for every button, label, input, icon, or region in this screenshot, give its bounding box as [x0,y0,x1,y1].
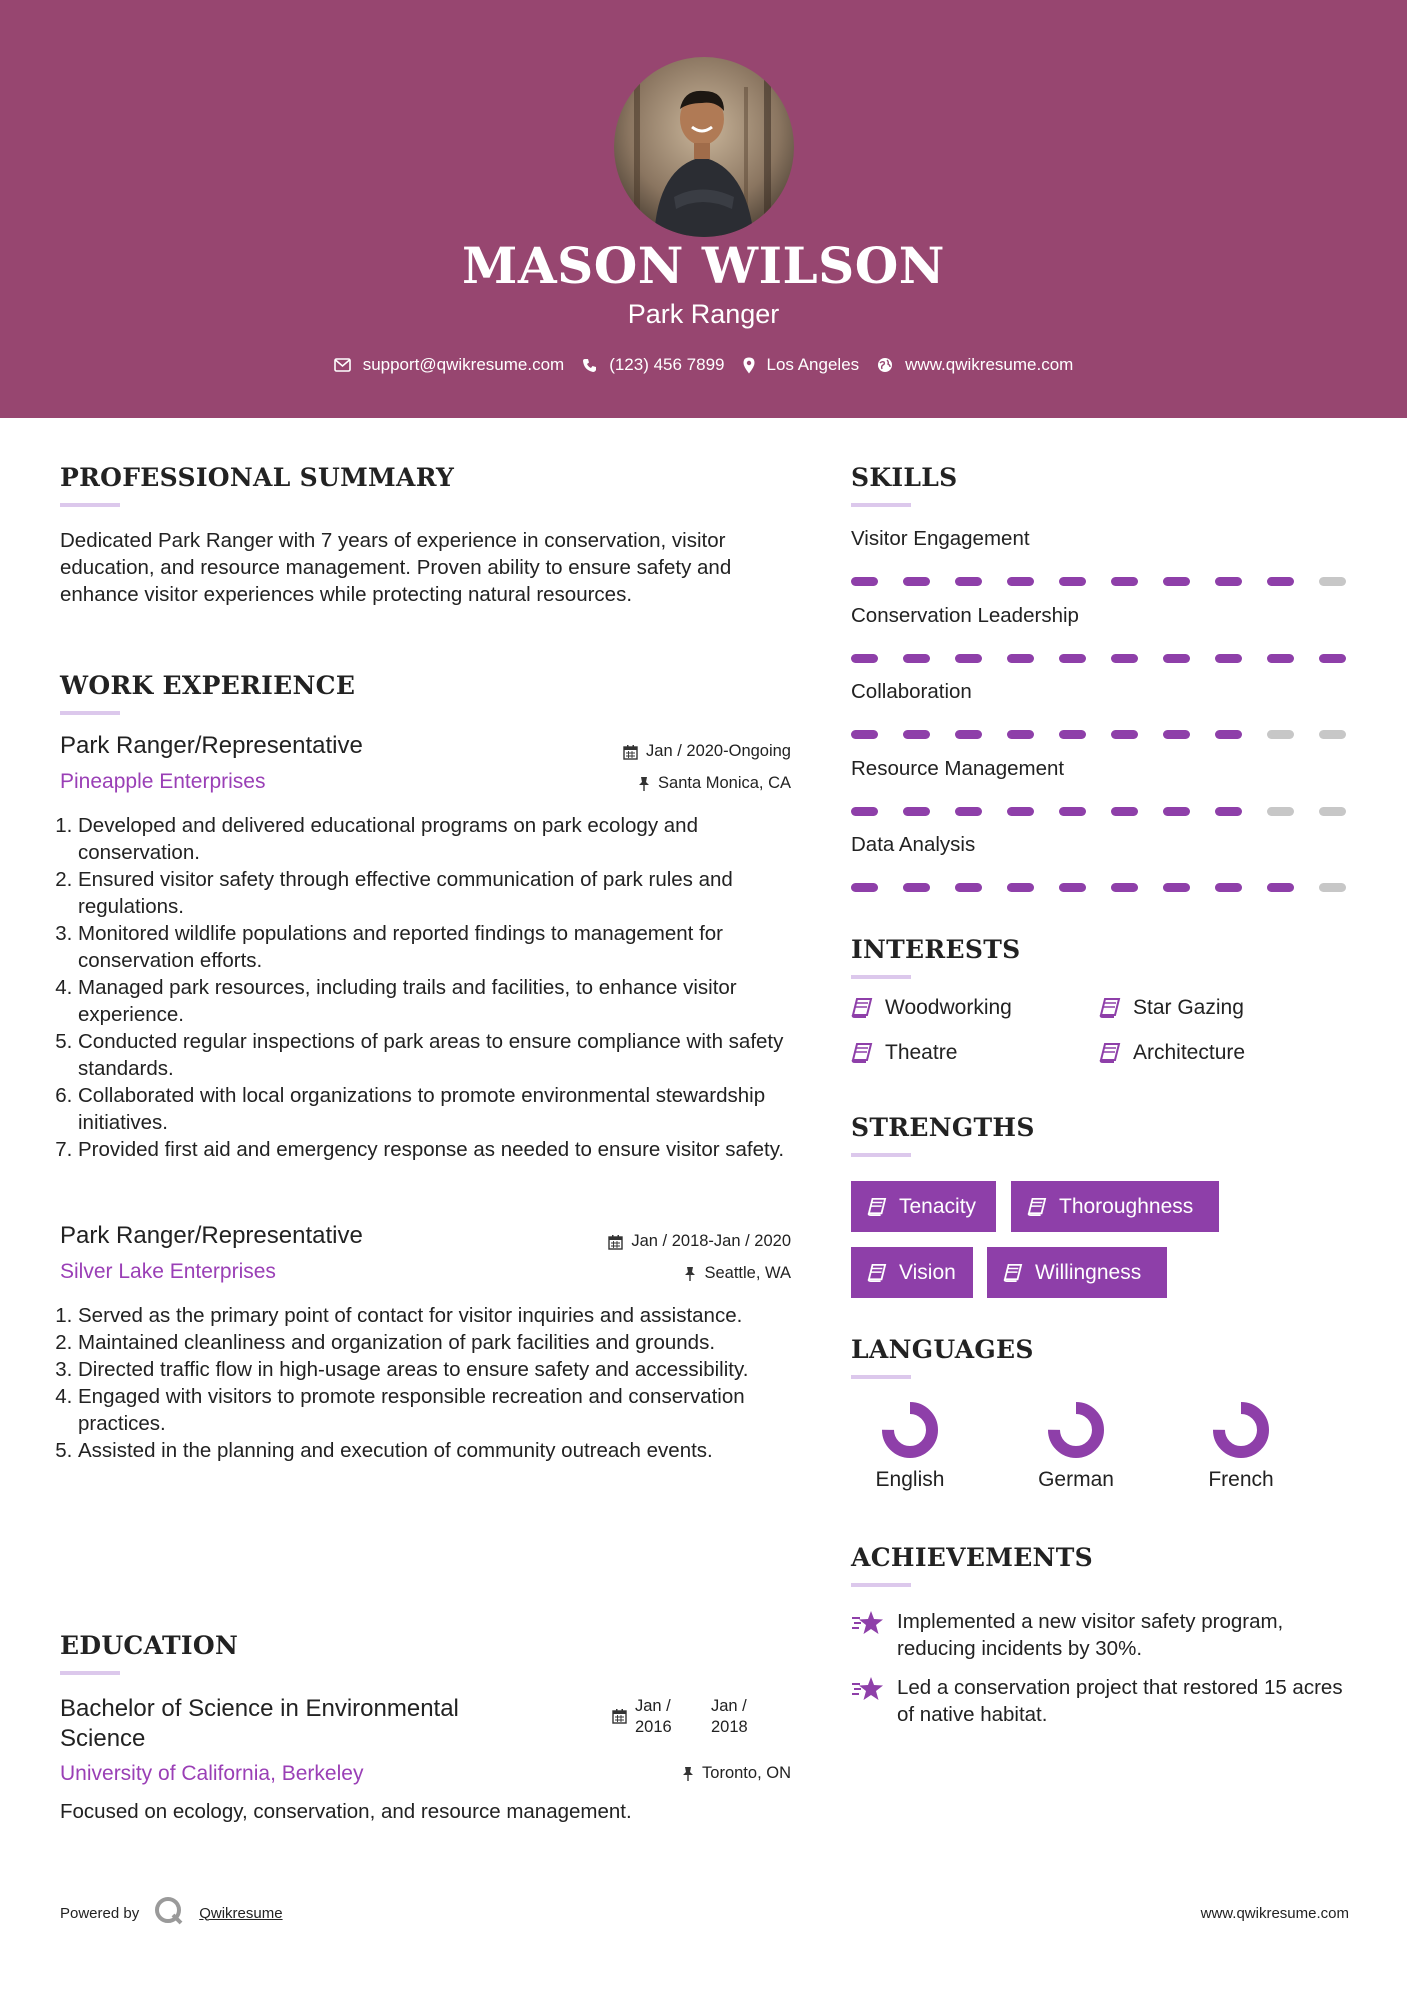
list-item: 2. Maintained cleanliness and organization of park facilities and grounds. [78,1329,798,1356]
skill-rating-dot [903,883,930,892]
skill-rating-dot [955,730,982,739]
list-item: 4. Managed park resources, including trails and facilities, to enhance visitor experience. [78,974,818,1028]
languages-rule [851,1375,911,1379]
skill-rating-dot [1319,730,1346,739]
education-heading: EDUCATION [60,1631,239,1660]
education-location [682,1764,791,1783]
strength-label: Willingness [1035,1260,1142,1284]
achievement-item [851,1608,1361,1662]
skill-rating-dot [955,577,982,586]
map-pin-icon [743,357,755,374]
skill-rating-dot [1215,577,1242,586]
skill-rating-dot [851,730,878,739]
job-title: Park Ranger/Representative [60,732,363,759]
contact-website[interactable] [877,355,1073,375]
star-icon [851,1674,885,1728]
skill-rating-dot [1007,730,1034,739]
language-label: English [875,1468,945,1491]
skill-rating-dot [1215,654,1242,663]
book-icon [851,998,873,1018]
envelope-icon [334,358,351,372]
skill-rating-dot [1215,807,1242,816]
skill-rating-dot [1059,883,1086,892]
skill-rating-dot [1267,577,1294,586]
list-item: 3. Monitored wildlife populations and reported findings to management for conservation efforts. [78,920,818,974]
skill-rating-dot [1267,807,1294,816]
skill-rating [851,883,1346,892]
company-name: Silver Lake Enterprises [60,1260,276,1283]
interest-label: Architecture [1133,1041,1246,1064]
skill-rating-dot [1215,883,1242,892]
language-item [1186,1400,1296,1492]
achievement-item [851,1674,1361,1728]
skill-rating-dot [903,807,930,816]
list-item: 5. Assisted in the planning and execution of community outreach events. [78,1437,798,1464]
skill-rating-dot [1111,654,1138,663]
book-icon [851,1043,873,1063]
qwikresume-logo-icon [153,1895,185,1931]
skill-rating-dot [851,577,878,586]
education-location-text: Toronto, ON [702,1764,791,1782]
skill-rating-dot [1059,730,1086,739]
achievement-text: Implemented a new visitor safety program, reducing incidents by 30%. [897,1610,1284,1660]
strengths-heading: STRENGTHS [851,1113,1035,1142]
interest-item [1099,1041,1245,1065]
list-item: 2. Ensured visitor safety through effective communication of park rules and regulations. [78,866,818,920]
skill-rating-dot [1111,807,1138,816]
job-date [608,1232,791,1251]
skill-rating-dot [1163,883,1190,892]
footer-powered-by [60,1895,283,1931]
contact-location [743,355,860,375]
skill-rating-dot [1111,730,1138,739]
skill-rating-dot [1111,577,1138,586]
contact-location-text: Los Angeles [766,355,860,374]
job-location-text: Seattle, WA [704,1264,791,1282]
book-icon [1003,1264,1023,1282]
skill-rating-dot [851,807,878,816]
skill-rating-dot [1319,883,1346,892]
book-icon [1027,1198,1047,1216]
contact-phone-text: (123) 456 7899 [609,355,725,374]
job-date [623,742,791,761]
strength-tag [987,1247,1167,1298]
powered-by-label: Powered by [60,1904,140,1922]
skill-rating-dot [955,654,982,663]
interest-label: Theatre [885,1041,958,1064]
language-label: French [1208,1468,1274,1491]
language-label: German [1038,1468,1114,1491]
job-duties-list [54,812,818,1163]
skill-rating-dot [851,654,878,663]
book-icon [1099,998,1121,1018]
skill-name: Visitor Engagement [851,527,1030,550]
skill-name: Conservation Leadership [851,603,1079,627]
skill-rating-dot [955,807,982,816]
achievements-rule [851,1583,911,1587]
interest-item [851,1041,957,1065]
skill-rating [851,730,1346,739]
job-duties-list [54,1302,798,1464]
skill-rating-dot [1319,807,1346,816]
list-item: 3. Directed traffic flow in high-usage areas to ensure safety and accessibility. [78,1356,798,1383]
job-date-text: Jan / 2018-Jan / 2020 [631,1232,791,1250]
skills-rule [851,503,911,507]
achievement-text: Led a conservation project that restored 15 acres of native habitat. [897,1676,1343,1726]
experience-heading: WORK EXPERIENCE [60,671,356,700]
skill-rating-dot [1007,577,1034,586]
skill-rating-dot [1007,883,1034,892]
strength-label: Tenacity [899,1194,977,1218]
contact-email[interactable] [334,355,565,375]
summary-heading: PROFESSIONAL SUMMARY [60,463,455,492]
skill-name: Data Analysis [851,833,976,856]
strength-tag [851,1181,996,1232]
calendar-icon [608,1234,623,1250]
phone-icon [582,358,597,373]
skill-name: Collaboration [851,680,972,703]
school-name: University of California, Berkeley [60,1762,364,1785]
interests-heading: INTERESTS [851,935,1021,964]
pushpin-icon [684,1266,696,1282]
calendar-icon [612,1708,627,1724]
strength-label: Vision [899,1260,956,1284]
degree-title: Bachelor of Science in Environmental Science [60,1695,459,1752]
contact-email-text: support@qwikresume.com [362,355,565,374]
skill-rating-dot [1267,730,1294,739]
skill-rating-dot [1319,577,1346,586]
contact-bar [0,351,1407,379]
globe-icon [877,357,893,373]
skill-rating-dot [1319,654,1346,663]
skill-rating-dot [1111,883,1138,892]
list-item: 7. Provided first aid and emergency response as needed to ensure visitor safety. [78,1136,818,1163]
skill-rating-dot [1007,654,1034,663]
skill-rating [851,654,1346,663]
skill-rating-dot [1163,730,1190,739]
job-location-text: Santa Monica, CA [658,774,791,792]
list-item: 1. Developed and delivered educational programs on park ecology and conservation. [78,812,818,866]
job-location [638,774,791,793]
star-icon [851,1608,885,1662]
interest-label: Star Gazing [1133,996,1244,1019]
avatar [614,57,794,237]
skill-rating-dot [1007,807,1034,816]
skill-rating-dot [1059,577,1086,586]
progress-ring-icon [855,1400,965,1460]
pushpin-icon [682,1766,694,1782]
skill-rating-dot [1163,654,1190,663]
education-rule [60,1671,120,1675]
list-item: 4. Engaged with visitors to promote responsible recreation and conservation practices. [78,1383,798,1437]
strength-tag [851,1247,973,1298]
footer-site[interactable]: www.qwikresume.com [1200,1905,1349,1922]
skill-rating-dot [1163,807,1190,816]
strength-tag [1011,1181,1219,1232]
skills-heading: SKILLS [851,463,958,492]
progress-ring-icon [1021,1400,1131,1460]
skill-rating [851,807,1346,816]
candidate-name: MASON WILSON [462,236,945,295]
book-icon [1099,1043,1121,1063]
skill-rating-dot [955,883,982,892]
candidate-role: Park Ranger [627,299,780,329]
progress-ring-icon [1186,1400,1296,1460]
skill-rating-dot [1215,730,1242,739]
language-item [1021,1400,1131,1492]
strengths-rule [851,1153,911,1157]
skill-rating-dot [1059,807,1086,816]
interest-item [1099,996,1244,1020]
job-title: Park Ranger/Representative [60,1222,363,1249]
summary-text: Dedicated Park Ranger with 7 years of experience in conservation, visitor education, and resource management. Proven ability to ensure safety and enhance visitor experiences while protecting natural resources. [60,529,732,606]
skill-rating [851,577,1346,586]
education-dates [612,1696,757,1738]
education-note: Focused on ecology, conservation, and resource management. [60,1800,632,1823]
languages-heading: LANGUAGES [851,1335,1034,1364]
book-icon [867,1198,887,1216]
interests-rule [851,975,911,979]
skill-rating-dot [1163,577,1190,586]
language-item [855,1400,965,1492]
list-item: 6. Collaborated with local organizations to promote environmental stewardship initiatives. [78,1082,818,1136]
education-end: Jan / 2018 [711,1697,748,1736]
skill-rating-dot [1267,654,1294,663]
skill-rating-dot [851,883,878,892]
skill-rating-dot [1059,654,1086,663]
skill-rating-dot [903,730,930,739]
interest-label: Woodworking [885,996,1012,1019]
calendar-icon [623,744,638,760]
skill-rating-dot [903,577,930,586]
list-item: 5. Conducted regular inspections of park areas to ensure compliance with safety standards. [78,1028,818,1082]
header-banner [0,0,1407,418]
experience-rule [60,711,120,715]
skill-rating-dot [903,654,930,663]
education-start: Jan / 2016 [635,1697,672,1736]
qwikresume-link[interactable]: Qwikresume [199,1904,283,1922]
summary-rule [60,503,120,507]
job-location [684,1264,791,1283]
skill-name: Resource Management [851,756,1065,780]
pushpin-icon [638,776,650,792]
list-item: 1. Served as the primary point of contact for visitor inquiries and assistance. [78,1302,798,1329]
contact-website-text: www.qwikresume.com [905,355,1074,374]
skill-rating-dot [1267,883,1294,892]
book-icon [867,1264,887,1282]
strength-label: Thoroughness [1059,1194,1194,1218]
job-date-text: Jan / 2020-Ongoing [646,742,791,760]
achievements-heading: ACHIEVEMENTS [851,1543,1093,1572]
contact-phone[interactable] [582,355,724,375]
company-name: Pineapple Enterprises [60,770,266,793]
interest-item [851,996,1012,1020]
